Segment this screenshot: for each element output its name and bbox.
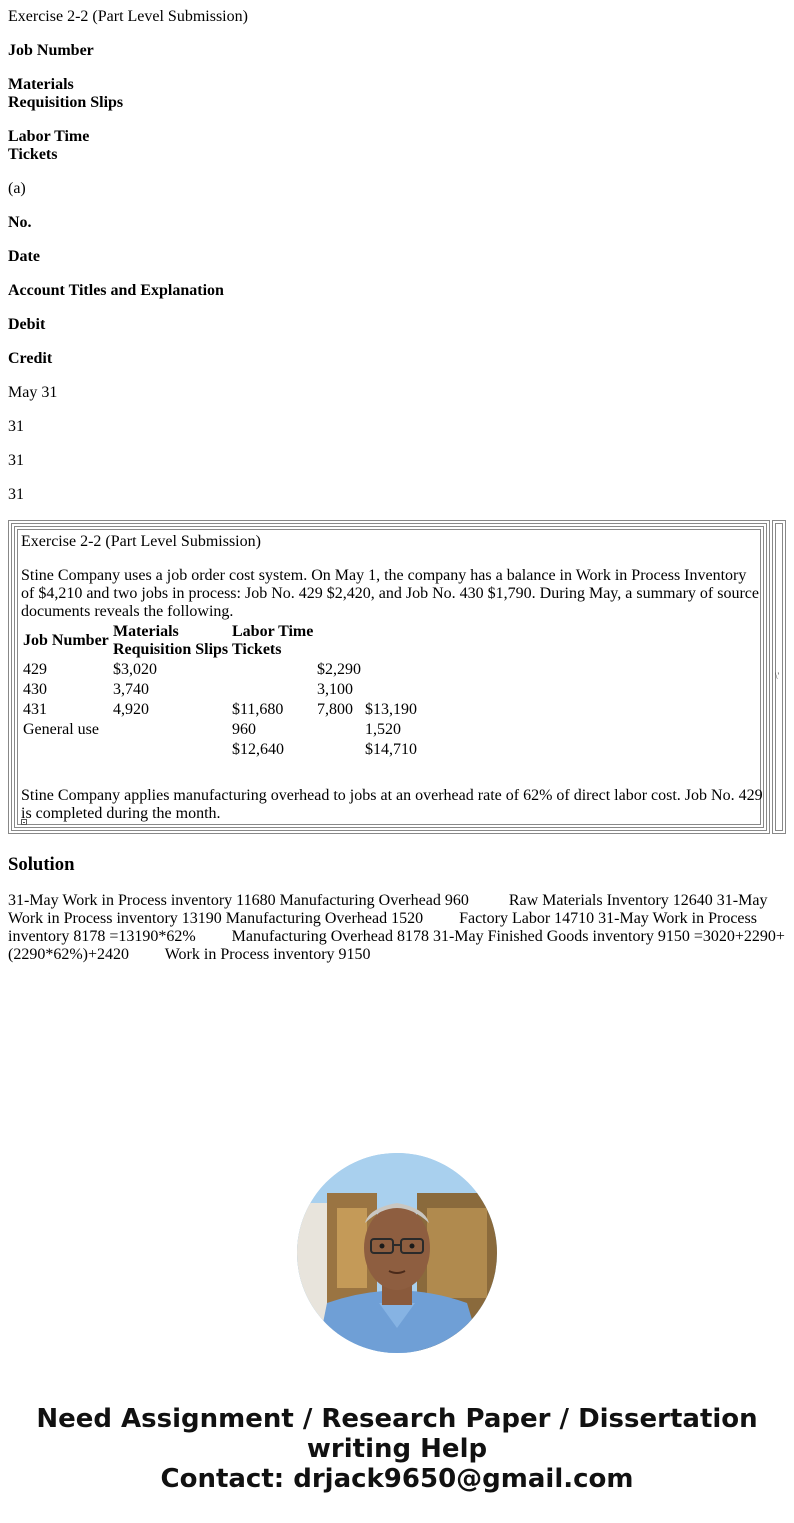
journal-date: 31 [8,452,24,469]
problem-closing: Stine Company applies manufacturing overhead to jobs at an overhead rate of 62% of direct labor cost. Job No. 429 is completed during the month. [21,787,763,822]
table-cell-materials: 3,740 [113,681,149,698]
journal-header-date: Date [8,248,40,265]
table-header-materials: Materials [113,623,179,640]
table-header-tickets: Tickets [232,641,282,658]
problem-intro: Stine Company uses a job order cost system. On May 1, the company has a balance in Work in Process Inventory of $4,210 and two jobs in process: Job No. 429 $2,420, and Job No. 430 $1,790. During May, a summary of source documents reveals the following. [21,567,759,620]
table-cell-labor-total: $13,190 [365,701,417,718]
solution-heading: Solution [8,854,75,875]
journal-header-debit: Debit [8,316,46,333]
problem-title: Exercise 2-2 (Part Level Submission) [21,533,261,550]
journal-header-account: Account Titles and Explanation [8,282,224,299]
promo-line: Need Assignment / Research Paper / Dissertation [36,1404,758,1434]
journal-date: 31 [8,486,24,503]
author-portrait-image [297,1153,497,1353]
table-cell-job: 431 [23,701,47,718]
job-number-heading: Job Number [8,42,94,59]
table-header-labor-time: Labor Time [232,623,314,640]
table-cell-labor-total: 1,520 [365,721,401,738]
broken-image-icon [21,819,27,825]
journal-date: May 31 [8,384,58,401]
exercise-title: Exercise 2-2 (Part Level Submission) [8,8,248,25]
tickets-heading: Tickets [8,146,58,163]
table-cell-materials-total: $12,640 [232,741,284,758]
journal-header-credit: Credit [8,350,53,367]
table-header-requisition: Requisition Slips [113,641,229,658]
table-cell-job: General use [23,721,99,738]
table-cell-materials-total: 960 [232,721,256,738]
frame-scrollbar[interactable] [772,520,786,834]
labor-time-heading: Labor Time [8,128,90,145]
problem-frame [8,520,786,834]
promo-contact[interactable]: Contact: drjack9650@gmail.com [160,1464,634,1494]
table-header-job-number: Job Number [23,632,109,649]
part-label: (a) [8,180,26,197]
materials-heading: Materials [8,76,74,93]
table-cell-labor-total: $14,710 [365,741,417,758]
table-cell-materials: $3,020 [113,661,157,678]
scroll-marker-icon: \' [775,671,780,681]
requisition-slips-heading: Requisition Slips [8,94,124,111]
table-cell-labor: 3,100 [317,681,353,698]
table-cell-job: 430 [23,681,47,698]
table-cell-labor: 7,800 [317,701,353,718]
table-cell-materials: 4,920 [113,701,149,718]
promo-banner [0,1404,794,1494]
solution-body: 31-May Work in Process inventory 11680 Manufacturing Overhead 960 Raw Materials Inventory 12640 31-May Work in Process inventory 13190 Manufacturing Overhead 1520 Factory Labor 14710 31-May Work in Process inventory 8178 =13190*62% Manufacturing Overhead 8178 31-May Finished Goods inventory 9150 =3020+2290+(2290*62%)+2420 Work in Process inventory 9150 [8,892,785,963]
problem-frame-border [8,520,770,834]
promo-line: writing Help [306,1434,488,1464]
table-cell-materials-total: $11,680 [232,701,284,718]
table-cell-job: 429 [23,661,47,678]
journal-date: 31 [8,418,24,435]
table-cell-labor: $2,290 [317,661,361,678]
journal-header-no: No. [8,214,32,231]
author-avatar [297,1153,497,1353]
